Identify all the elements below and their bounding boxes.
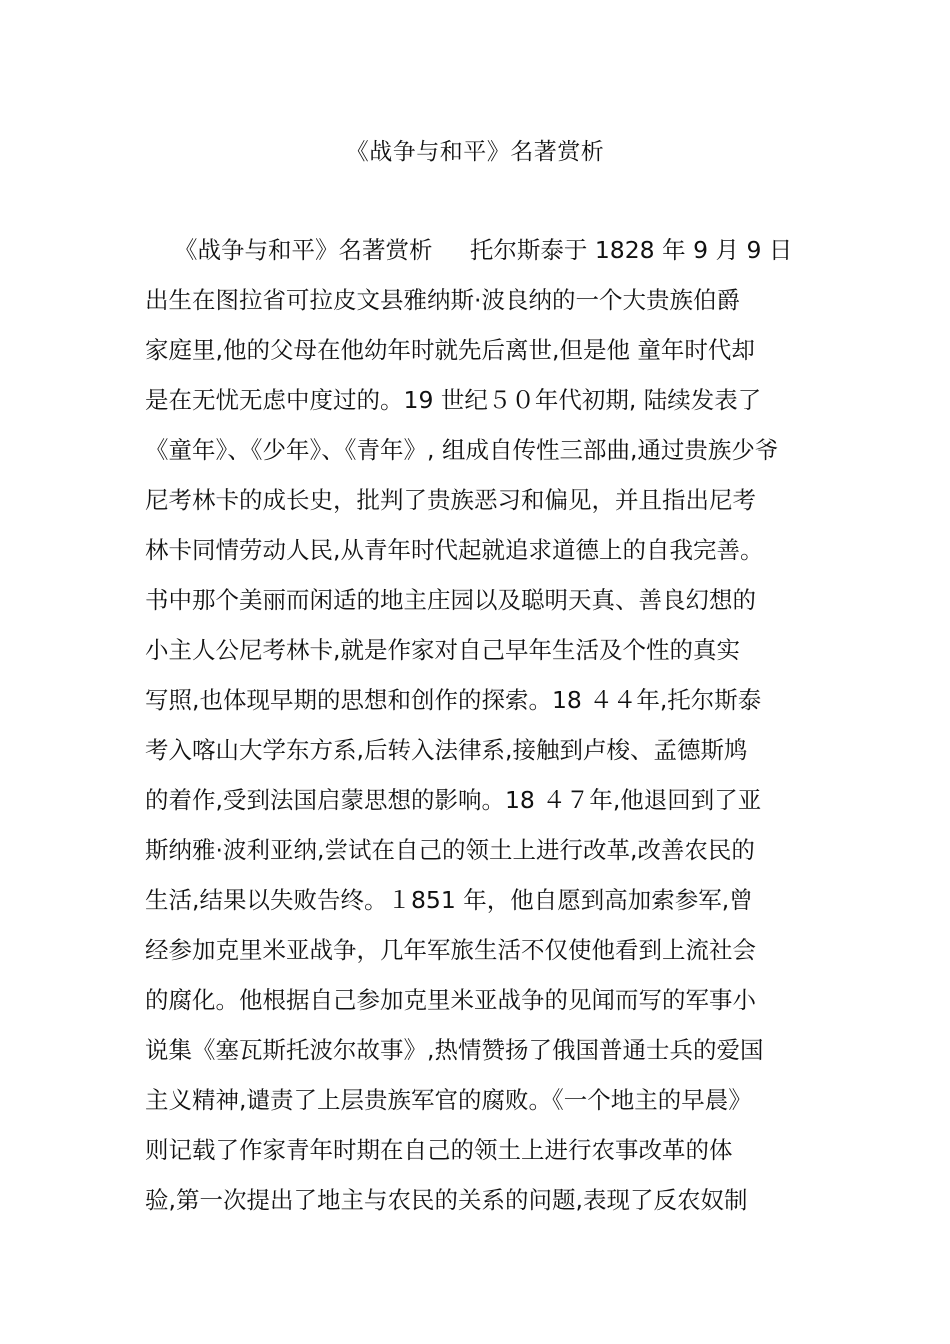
body-line: 经参加克里米亚战争，几年军旅生活不仅使他看到上流社会 [145, 936, 756, 964]
body-line: 的着作,受到法国启蒙思想的影响。18 ４７年,他退回到了亚 [145, 786, 762, 814]
body-line: 出生在图拉省可拉皮文县雅纳斯·波良纳的一个大贵族伯爵 [145, 286, 740, 314]
body-line: 尼考林卡的成长史，批判了贵族恶习和偏见，并且指出尼考 [145, 486, 756, 514]
body-line: 是在无忧无虑中度过的。19 世纪５０年代初期, 陆续发表了 [145, 386, 762, 414]
body-line: 验,第一次提出了地主与农民的关系的问题,表现了反农奴制 [145, 1186, 748, 1214]
body-line: 主义精神,谴责了上层贵族军官的腐败。《一个地主的早晨》 [145, 1086, 752, 1114]
body-line: 家庭里,他的父母在他幼年时就先后离世,但是他 童年时代却 [145, 336, 755, 364]
body-line: 的腐化。他根据自己参加克里米亚战争的见闻而写的军事小 [145, 986, 756, 1014]
body-line: 林卡同情劳动人民,从青年时代起就追求道德上的自我完善。 [145, 536, 764, 564]
body-line: 小主人公尼考林卡,就是作家对自己早年生活及个性的真实 [145, 636, 740, 664]
body-line: 生活,结果以失败告终。１851 年，他自愿到高加索参军,曾 [145, 886, 753, 914]
body-line: 说集《塞瓦斯托波尔故事》,热情赞扬了俄国普通士兵的爱国 [145, 1036, 764, 1064]
body-line: 斯纳雅·波利亚纳,尝试在自己的领土上进行改革,改善农民的 [145, 836, 755, 864]
body-line: 则记载了作家青年时期在自己的领土上进行农事改革的体 [145, 1136, 733, 1164]
document-title: 《战争与和平》名著赏析 [345, 139, 605, 165]
body-line: 考入喀山大学东方系,后转入法律系,接触到卢梭、孟德斯鸠 [145, 736, 748, 764]
body-line: 写照,也体现早期的思想和创作的探索。18 ４４年,托尔斯泰 [145, 686, 762, 714]
body-line: 《战争与和平》名著赏析 托尔斯泰于 1828 年 9 月 9 日 [174, 236, 793, 264]
body-line: 书中那个美丽而闲适的地主庄园以及聪明天真、善良幻想的 [145, 586, 756, 614]
body-line: 《童年》、《少年》、《青年》, 组成自传性三部曲,通过贵族少爷 [145, 436, 779, 464]
